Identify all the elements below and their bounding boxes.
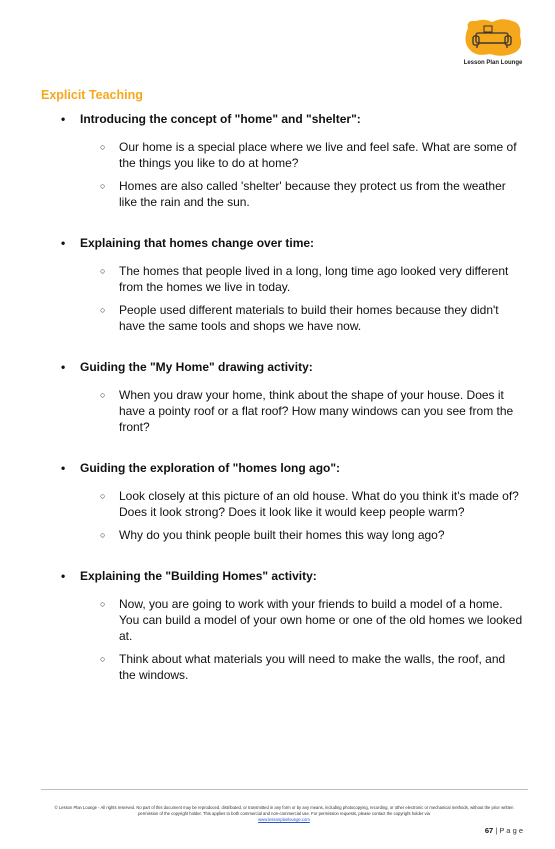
teaching-point xyxy=(0,235,555,334)
bullet-icon: • xyxy=(61,360,66,374)
sub-item xyxy=(0,139,555,171)
sub-item-text: People used different materials to build their homes because they didn't have the same tools and shops we have now. xyxy=(119,303,499,333)
page-number xyxy=(485,826,523,835)
teaching-point xyxy=(0,568,555,683)
sub-item-text: When you draw your home, think about the shape of your house. Does it have a pointy roof or a flat roof? How many windows can you see from the front? xyxy=(119,388,514,434)
copyright-text: © Lesson Plan Lounge - All rights reserved. No part of this document may be reproduced, distributed, or transmitted in any form or by any means, including photocopying, recording, or other electronic or mechanical methods, without the prior written permission of the copyright holder. This applies to both commercial and non-commercial use. For permission requests, please contact the copyright holder via xyxy=(54,805,514,816)
sub-item-text: Think about what materials you will need to make the walls, the roof, and the windows. xyxy=(119,652,506,682)
open-circle-bullet-icon: ○ xyxy=(100,654,106,664)
heading-text: Guiding the "My Home" drawing activity: xyxy=(80,360,313,374)
sub-item-text: Now, you are going to work with your friends to build a model of a home. You can build a model of your own home or one of the old homes we looked at. xyxy=(119,597,523,643)
open-circle-bullet-icon: ○ xyxy=(100,181,106,191)
heading-text: Explaining the "Building Homes" activity: xyxy=(80,569,317,583)
teaching-point-heading xyxy=(0,359,555,375)
sub-item-text: Look closely at this picture of an old house. What do you think it's made of? Does it look strong? Does it look like it would keep people warm? xyxy=(119,489,519,519)
brand-logo xyxy=(460,18,526,70)
open-circle-bullet-icon: ○ xyxy=(100,491,106,501)
couch-logo-icon xyxy=(462,18,524,58)
sub-item xyxy=(0,651,555,683)
bullet-icon: • xyxy=(61,461,66,475)
heading-text: Explaining that homes change over time: xyxy=(80,236,315,250)
website-link[interactable]: www.lessonplanlounge.com xyxy=(258,817,310,822)
open-circle-bullet-icon: ○ xyxy=(100,530,106,540)
open-circle-bullet-icon: ○ xyxy=(100,390,106,400)
teaching-point xyxy=(0,111,555,210)
sub-item-text: The homes that people lived in a long, long time ago looked very different from the homes we live in today. xyxy=(119,264,509,294)
bullet-icon: • xyxy=(61,236,66,250)
open-circle-bullet-icon: ○ xyxy=(100,266,106,276)
sub-item-text: Homes are also called 'shelter' because they protect us from the weather like the rain and the sun. xyxy=(119,179,506,209)
bullet-icon: • xyxy=(61,569,66,583)
teaching-point xyxy=(0,460,555,543)
lesson-content xyxy=(0,111,555,708)
heading-text: Guiding the exploration of "homes long ago": xyxy=(80,461,341,475)
teaching-point-heading xyxy=(0,111,555,127)
teaching-point-heading xyxy=(0,235,555,251)
copyright-notice xyxy=(44,805,524,823)
sub-item xyxy=(0,178,555,210)
page-number-value: 67 xyxy=(484,826,494,835)
footer-divider xyxy=(41,789,528,790)
sub-item xyxy=(0,488,555,520)
sub-item xyxy=(0,387,555,435)
open-circle-bullet-icon: ○ xyxy=(100,305,106,315)
open-circle-bullet-icon: ○ xyxy=(100,599,106,609)
sub-item xyxy=(0,302,555,334)
bullet-icon: • xyxy=(61,112,66,126)
open-circle-bullet-icon: ○ xyxy=(100,142,106,152)
page-label: | P a g e xyxy=(495,826,523,835)
logo-text: Lesson Plan Lounge xyxy=(463,60,523,66)
section-title: Explicit Teaching xyxy=(41,88,143,102)
sub-item xyxy=(0,596,555,644)
teaching-point-heading xyxy=(0,568,555,584)
heading-text: Introducing the concept of "home" and "shelter": xyxy=(80,112,361,126)
teaching-point xyxy=(0,359,555,435)
sub-item xyxy=(0,263,555,295)
sub-item-text: Our home is a special place where we live and feel safe. What are some of the things you like to do at home? xyxy=(119,140,517,170)
teaching-point-heading xyxy=(0,460,555,476)
sub-item-text: Why do you think people built their homes this way long ago? xyxy=(119,528,445,542)
sub-item xyxy=(0,527,555,543)
